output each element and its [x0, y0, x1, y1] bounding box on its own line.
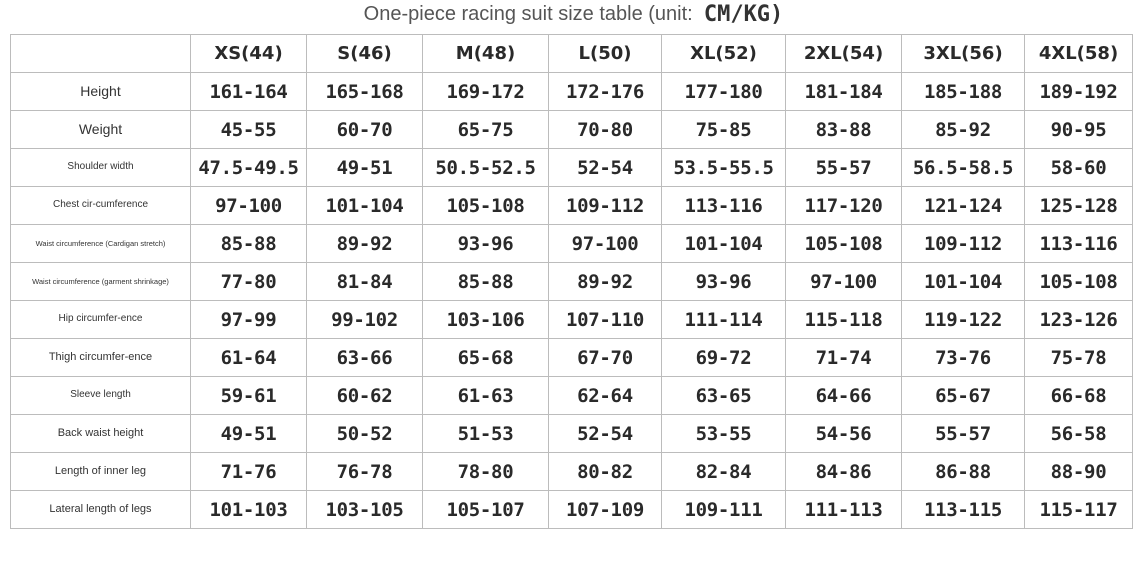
size-value-cell: 123-126 — [1025, 301, 1133, 339]
size-value-cell: 55-57 — [786, 149, 902, 187]
size-value-cell: 85-92 — [902, 111, 1025, 149]
row-label — [11, 111, 191, 149]
size-value-cell: 69-72 — [662, 339, 786, 377]
size-value-cell: 103-106 — [423, 301, 549, 339]
row-label — [11, 377, 191, 415]
size-table — [10, 34, 1133, 529]
size-value-cell: 105-108 — [1025, 263, 1133, 301]
size-value-cell: 78-80 — [423, 453, 549, 491]
row-label-text: Sleeve length — [70, 389, 131, 401]
size-value-cell: 75-85 — [662, 111, 786, 149]
size-header: 4XL(58) — [1025, 35, 1133, 73]
table-row — [11, 453, 1133, 491]
size-value-cell: 113-115 — [902, 491, 1025, 529]
row-label-text: Shoulder width — [67, 161, 134, 173]
size-value-cell: 66-68 — [1025, 377, 1133, 415]
size-value-cell: 90-95 — [1025, 111, 1133, 149]
size-value-cell: 73-76 — [902, 339, 1025, 377]
size-value-cell: 53-55 — [662, 415, 786, 453]
size-value-cell: 161-164 — [191, 73, 307, 111]
size-value-cell: 89-92 — [549, 263, 662, 301]
table-row — [11, 377, 1133, 415]
size-value-cell: 82-84 — [662, 453, 786, 491]
size-value-cell: 65-68 — [423, 339, 549, 377]
size-value-cell: 165-168 — [307, 73, 423, 111]
row-label — [11, 187, 191, 225]
size-value-cell: 109-111 — [662, 491, 786, 529]
table-row — [11, 415, 1133, 453]
size-value-cell: 93-96 — [662, 263, 786, 301]
row-label-text: Waist circumference (garment shrinkage) — [32, 276, 169, 286]
size-value-cell: 67-70 — [549, 339, 662, 377]
size-value-cell: 60-62 — [307, 377, 423, 415]
size-value-cell: 56-58 — [1025, 415, 1133, 453]
row-label-text: Chest cir-cumference — [52, 199, 149, 211]
table-row — [11, 225, 1133, 263]
size-value-cell: 63-65 — [662, 377, 786, 415]
row-label — [11, 453, 191, 491]
size-value-cell: 88-90 — [1025, 453, 1133, 491]
size-value-cell: 185-188 — [902, 73, 1025, 111]
size-value-cell: 70-80 — [549, 111, 662, 149]
size-value-cell: 71-74 — [786, 339, 902, 377]
size-value-cell: 65-67 — [902, 377, 1025, 415]
table-row — [11, 263, 1133, 301]
size-value-cell: 49-51 — [307, 149, 423, 187]
size-value-cell: 81-84 — [307, 263, 423, 301]
size-value-cell: 113-116 — [1025, 225, 1133, 263]
size-value-cell: 97-100 — [191, 187, 307, 225]
size-value-cell: 101-103 — [191, 491, 307, 529]
row-label-text: Weight — [78, 121, 123, 138]
size-value-cell: 105-108 — [786, 225, 902, 263]
table-row — [11, 491, 1133, 529]
size-value-cell: 117-120 — [786, 187, 902, 225]
size-value-cell: 85-88 — [191, 225, 307, 263]
size-value-cell: 83-88 — [786, 111, 902, 149]
size-value-cell: 101-104 — [307, 187, 423, 225]
corner-cell — [11, 35, 191, 73]
title-text: One-piece racing suit size table (unit: — [363, 3, 693, 25]
table-row — [11, 187, 1133, 225]
size-value-cell: 109-112 — [549, 187, 662, 225]
size-header: XS(44) — [191, 35, 307, 73]
size-value-cell: 115-118 — [786, 301, 902, 339]
size-value-cell: 181-184 — [786, 73, 902, 111]
row-label — [11, 263, 191, 301]
size-value-cell: 56.5-58.5 — [902, 149, 1025, 187]
size-value-cell: 97-100 — [786, 263, 902, 301]
size-value-cell: 62-64 — [549, 377, 662, 415]
size-value-cell: 47.5-49.5 — [191, 149, 307, 187]
size-value-cell: 53.5-55.5 — [662, 149, 786, 187]
size-header: 3XL(56) — [902, 35, 1025, 73]
row-label — [11, 339, 191, 377]
size-value-cell: 45-55 — [191, 111, 307, 149]
size-value-cell: 61-64 — [191, 339, 307, 377]
size-value-cell: 59-61 — [191, 377, 307, 415]
table-title — [0, 2, 1147, 32]
size-value-cell: 125-128 — [1025, 187, 1133, 225]
size-value-cell: 107-109 — [549, 491, 662, 529]
size-value-cell: 80-82 — [549, 453, 662, 491]
size-value-cell: 105-107 — [423, 491, 549, 529]
size-header: XL(52) — [662, 35, 786, 73]
size-value-cell: 60-70 — [307, 111, 423, 149]
row-label-text: Back waist height — [57, 426, 144, 439]
size-value-cell: 172-176 — [549, 73, 662, 111]
size-value-cell: 97-100 — [549, 225, 662, 263]
size-value-cell: 93-96 — [423, 225, 549, 263]
table-row — [11, 149, 1133, 187]
row-label — [11, 225, 191, 263]
size-value-cell: 177-180 — [662, 73, 786, 111]
title-unit: CM/KG) — [703, 2, 784, 27]
row-label — [11, 149, 191, 187]
row-label-text: Waist circumference (Cardigan stretch) — [35, 238, 166, 248]
size-value-cell: 113-116 — [662, 187, 786, 225]
row-label — [11, 491, 191, 529]
size-value-cell: 119-122 — [902, 301, 1025, 339]
size-value-cell: 105-108 — [423, 187, 549, 225]
size-header: M(48) — [423, 35, 549, 73]
table-row — [11, 111, 1133, 149]
size-value-cell: 58-60 — [1025, 149, 1133, 187]
row-label-text: Length of inner leg — [54, 464, 147, 477]
size-value-cell: 63-66 — [307, 339, 423, 377]
size-value-cell: 52-54 — [549, 415, 662, 453]
size-value-cell: 111-113 — [786, 491, 902, 529]
size-value-cell: 189-192 — [1025, 73, 1133, 111]
size-value-cell: 50-52 — [307, 415, 423, 453]
size-value-cell: 97-99 — [191, 301, 307, 339]
size-value-cell: 54-56 — [786, 415, 902, 453]
size-value-cell: 109-112 — [902, 225, 1025, 263]
size-header: 2XL(54) — [786, 35, 902, 73]
size-value-cell: 77-80 — [191, 263, 307, 301]
size-value-cell: 52-54 — [549, 149, 662, 187]
size-value-cell: 121-124 — [902, 187, 1025, 225]
row-label — [11, 415, 191, 453]
size-value-cell: 101-104 — [902, 263, 1025, 301]
size-header: S(46) — [307, 35, 423, 73]
size-value-cell: 75-78 — [1025, 339, 1133, 377]
size-value-cell: 71-76 — [191, 453, 307, 491]
table-row — [11, 339, 1133, 377]
table-row — [11, 301, 1133, 339]
size-value-cell: 99-102 — [307, 301, 423, 339]
table-row — [11, 73, 1133, 111]
size-value-cell: 84-86 — [786, 453, 902, 491]
size-value-cell: 111-114 — [662, 301, 786, 339]
size-value-cell: 51-53 — [423, 415, 549, 453]
row-label-text: Lateral length of legs — [49, 502, 152, 515]
size-value-cell: 76-78 — [307, 453, 423, 491]
size-value-cell: 50.5-52.5 — [423, 149, 549, 187]
size-value-cell: 65-75 — [423, 111, 549, 149]
size-value-cell: 64-66 — [786, 377, 902, 415]
size-value-cell: 103-105 — [307, 491, 423, 529]
header-row — [11, 35, 1133, 73]
size-value-cell: 169-172 — [423, 73, 549, 111]
size-value-cell: 61-63 — [423, 377, 549, 415]
size-value-cell: 107-110 — [549, 301, 662, 339]
row-label-text: Thigh circumfer-ence — [48, 350, 153, 363]
size-value-cell: 89-92 — [307, 225, 423, 263]
size-value-cell: 101-104 — [662, 225, 786, 263]
row-label-text: Height — [80, 83, 121, 100]
row-label — [11, 73, 191, 111]
size-value-cell: 55-57 — [902, 415, 1025, 453]
size-value-cell: 85-88 — [423, 263, 549, 301]
size-value-cell: 115-117 — [1025, 491, 1133, 529]
size-value-cell: 86-88 — [902, 453, 1025, 491]
size-value-cell: 49-51 — [191, 415, 307, 453]
row-label — [11, 301, 191, 339]
size-header: L(50) — [549, 35, 662, 73]
row-label-text: Hip circumfer-ence — [58, 313, 143, 325]
